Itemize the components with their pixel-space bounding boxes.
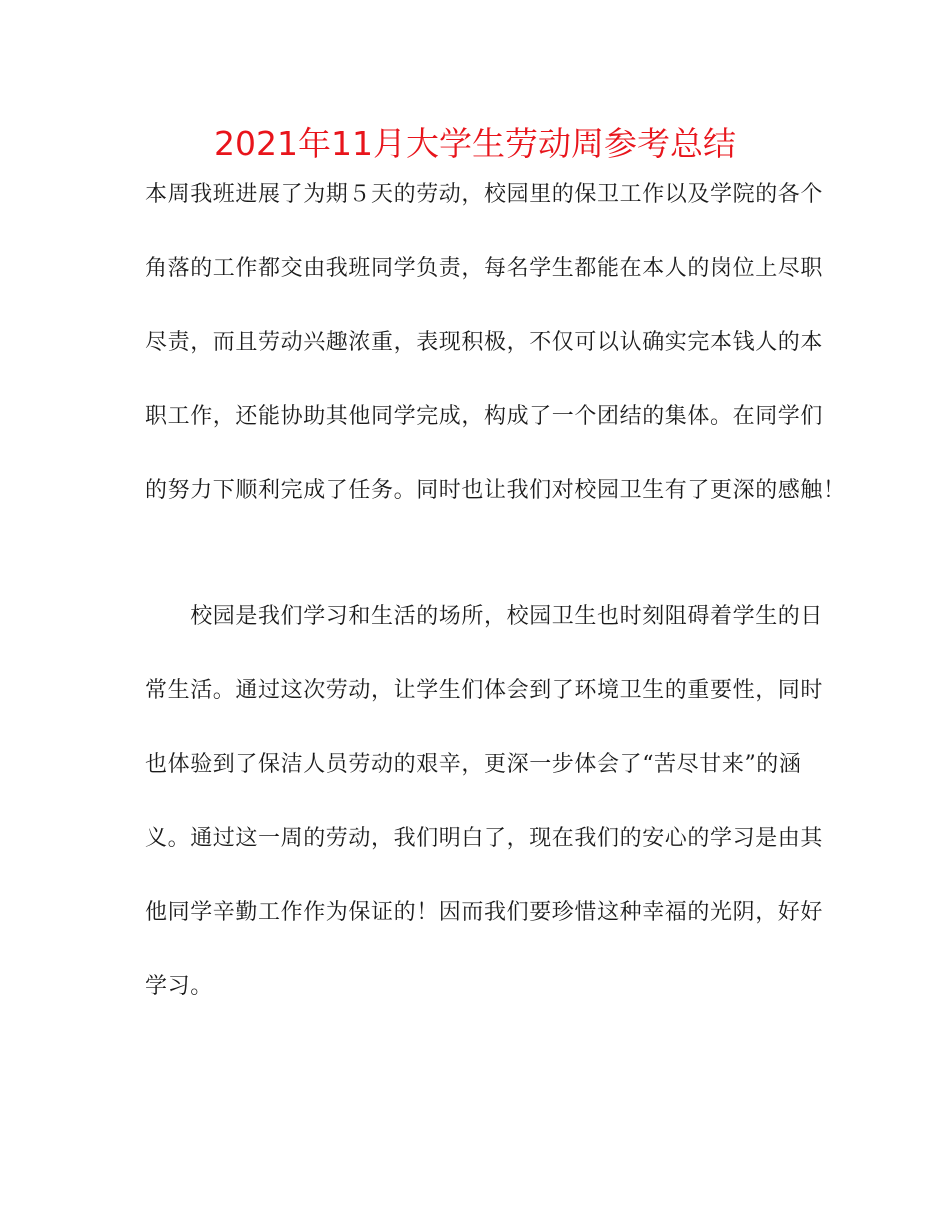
paragraph-2-line-1: 校园是我们学习和生活的场所，校园卫生也时刻阻碍着学生的日 xyxy=(145,604,824,629)
paragraph-2-line-4: 义。通过这一周的劳动，我们明白了，现在我们的安心的学习是由其 xyxy=(145,826,824,851)
paragraph-2-line-5: 他同学辛勤工作作为保证的！因而我们要珍惜这种幸福的光阴，好好 xyxy=(145,900,824,925)
paragraph-1-line-2: 角落的工作都交由我班同学负责，每名学生都能在本人的岗位上尽职 xyxy=(145,256,824,281)
paragraph-1-line-1: 本周我班进展了为期５天的劳动，校园里的保卫工作以及学院的各个 xyxy=(145,182,824,207)
paragraph-2-line-2: 常生活。通过这次劳动，让学生们体会到了环境卫生的重要性，同时 xyxy=(145,678,824,703)
document-title: 2021年11月大学生劳动周参考总结 xyxy=(214,124,736,163)
paragraph-1-line-5: 的努力下顺利完成了任务。同时也让我们对校园卫生有了更深的感触！ xyxy=(145,478,846,503)
paragraph-2-line-3: 也体验到了保洁人员劳动的艰辛，更深一步体会了“苦尽甘来”的涵 xyxy=(145,752,802,777)
paragraph-1-line-3: 尽责，而且劳动兴趣浓重，表现积极，不仅可以认确实完本钱人的本 xyxy=(145,330,824,355)
paragraph-1-line-4: 职工作，还能协助其他同学完成，构成了一个团结的集体。在同学们 xyxy=(145,404,824,429)
paragraph-2-line-6: 学习。 xyxy=(145,974,213,999)
